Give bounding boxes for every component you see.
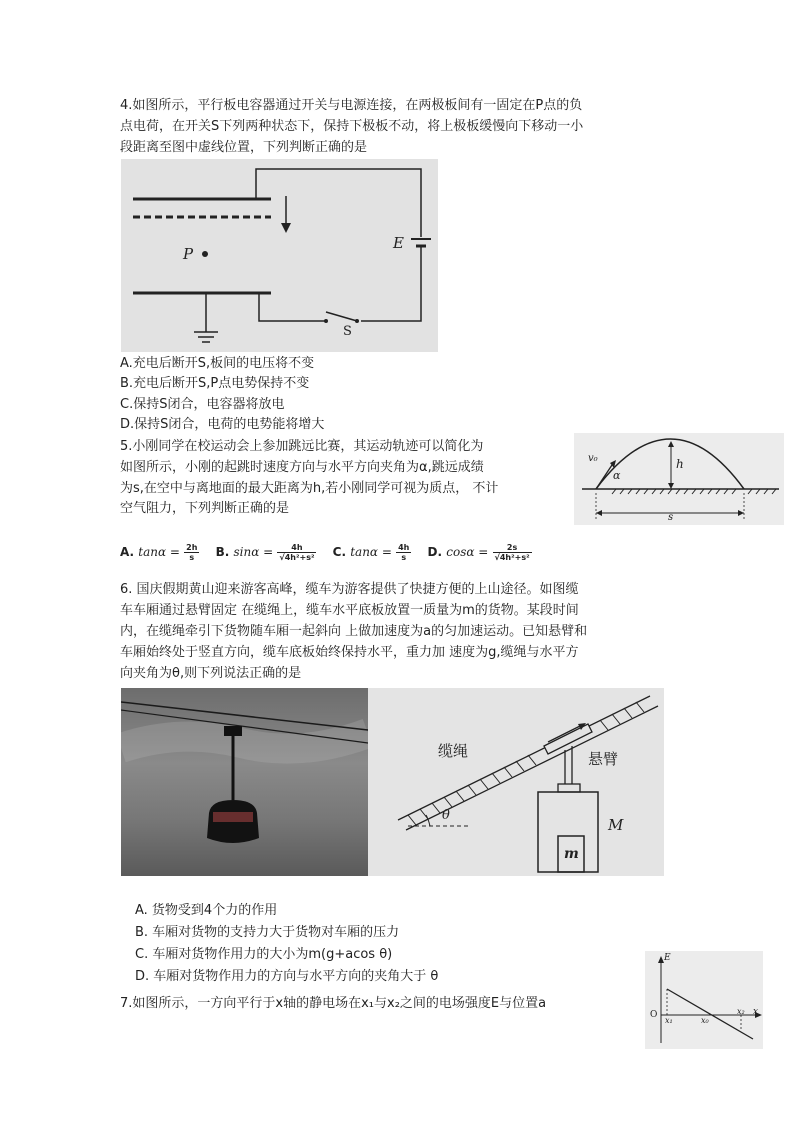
q6-stem-line-2: 车车厢通过悬臂固定 在缆绳上，缆车水平底板放置一质量为m的货物。某段时间 [120,603,579,618]
q5-option-d [428,541,532,563]
q7-field-graph [645,951,763,1049]
q7-stem-line-1: 7.如图所示，一方向平行于x轴的静电场在x₁与x₂之间的电场强度E与位置a [120,996,547,1011]
q5-option-a-label: A. [120,545,135,559]
q5-stem-line-2: 如图所示，小刚的起跳时速度方向与水平方向夹角为α,跳远成绩 [120,460,484,475]
q5-option-d-func: cosα = [446,545,489,559]
q5-option-b-func: sinα = [233,545,274,559]
q6-option-a: A. 货物受到4个力的作用 [135,903,278,918]
q5-option-a-func: tanα = [138,545,180,559]
q7-E-label: E [664,953,671,963]
q5-option-d-label: D. [427,545,443,559]
q7-O-label: O [650,1010,658,1020]
q5-option-b-label: B. [215,545,230,559]
q4-capacitor-figure [121,159,438,352]
q6-stem-line-4: 车厢始终处于竖直方向，缆车底板始终保持水平，重力加 速度为g,缆绳与水平方 [120,645,579,660]
q6-option-d: D. 车厢对货物作用力的方向与水平方向的夹角大于 θ [135,969,439,984]
q5-option-b [216,541,317,563]
q5-option-a [120,541,199,563]
q6-stem-line-1: 6. 国庆假期黄山迎来游客高峰，缆车为游客提供了快捷方便的上山途径。如图缆 [120,582,579,597]
q5-option-b-num: 4h [277,543,316,553]
q6-option-b: B. 车厢对货物的支持力大于货物对车厢的压力 [135,925,400,940]
q4-stem-line-2: 点电荷，在开关S下列两种状态下，保持下极板不动，将上极板缓慢向下移动一小 [120,119,584,134]
q5-option-a-fraction [184,543,199,562]
q5-stem-line-1: 5.小刚同学在校运动会上参加跳远比赛，其运动轨迹可以简化为 [120,439,484,454]
q7-x-axis-label: x [753,1007,759,1017]
q4-stem-line-3: 段距离至图中虚线位置，下列判断正确的是 [120,140,368,155]
q5-trajectory-figure [574,433,784,525]
q5-stem-line-3: 为s,在空中与离地面的最大距离为h,若小刚同学可视为质点， 不计 [120,481,499,496]
q4-switch-label: S [343,324,352,339]
q7-x2-label: x₂ [737,1007,745,1016]
q7-x1-label: x₁ [665,1016,673,1025]
q5-option-b-fraction [277,543,316,562]
q5-alpha-label: α [613,469,621,482]
q5-option-c [333,541,412,563]
q5-stem-line-4: 空气阻力，下列判断正确的是 [120,501,290,516]
q6-cable-car-photo [121,688,368,876]
q4-source-label: E [393,234,404,252]
q4-option-c: C.保持S闭合，电容器将放电 [120,397,285,412]
q5-option-c-label: C. [332,545,347,559]
q5-option-a-den: s [189,553,195,562]
q6-M-label: M [608,816,624,834]
q4-option-d: D.保持S闭合，电荷的电势能将增大 [120,417,325,432]
q5-option-c-num: 4h [398,543,410,552]
q4-option-a: A.充电后断开S,板间的电压将不变 [120,356,315,371]
q5-h-label: h [676,457,684,471]
q6-theta-label: θ [442,808,450,823]
q6-m-label: m [564,846,579,862]
q5-option-c-fraction [396,543,411,562]
q6-arm-label: 悬臂 [588,750,619,768]
q5-option-d-den: √4h²+s² [494,553,530,562]
q5-option-d-fraction [493,543,532,562]
q6-cable-car-diagram [368,688,664,876]
q5-v0-label: v₀ [588,453,598,464]
q4-point-label: P [183,245,194,263]
q5-option-c-func: tanα = [350,545,392,559]
q4-option-b: B.充电后断开S,P点电势保持不变 [120,376,310,391]
q6-option-c: C. 车厢对货物作用力的大小为m(g+acos θ) [135,947,393,962]
q5-s-label: s [668,512,674,523]
q5-option-c-den: s [401,553,407,562]
q4-stem-line-1: 4.如图所示，平行板电容器通过开关与电源连接，在两极板间有一固定在P点的负 [120,98,583,113]
q6-rope-label: 缆绳 [438,742,469,760]
q6-stem-line-5: 向夹角为θ,则下列说法正确的是 [120,666,302,681]
q5-option-a-num: 2h [186,543,198,552]
q6-stem-line-3: 内，在缆绳牵引下货物随车厢一起斜向 上做加速度为a的匀加速运动。已知悬臂和 [120,624,588,639]
q5-option-d-num: 2s [493,543,532,553]
q5-options [120,541,544,563]
q5-option-b-den: √4h²+s² [279,553,315,562]
q7-x0-label: x₀ [701,1016,709,1025]
